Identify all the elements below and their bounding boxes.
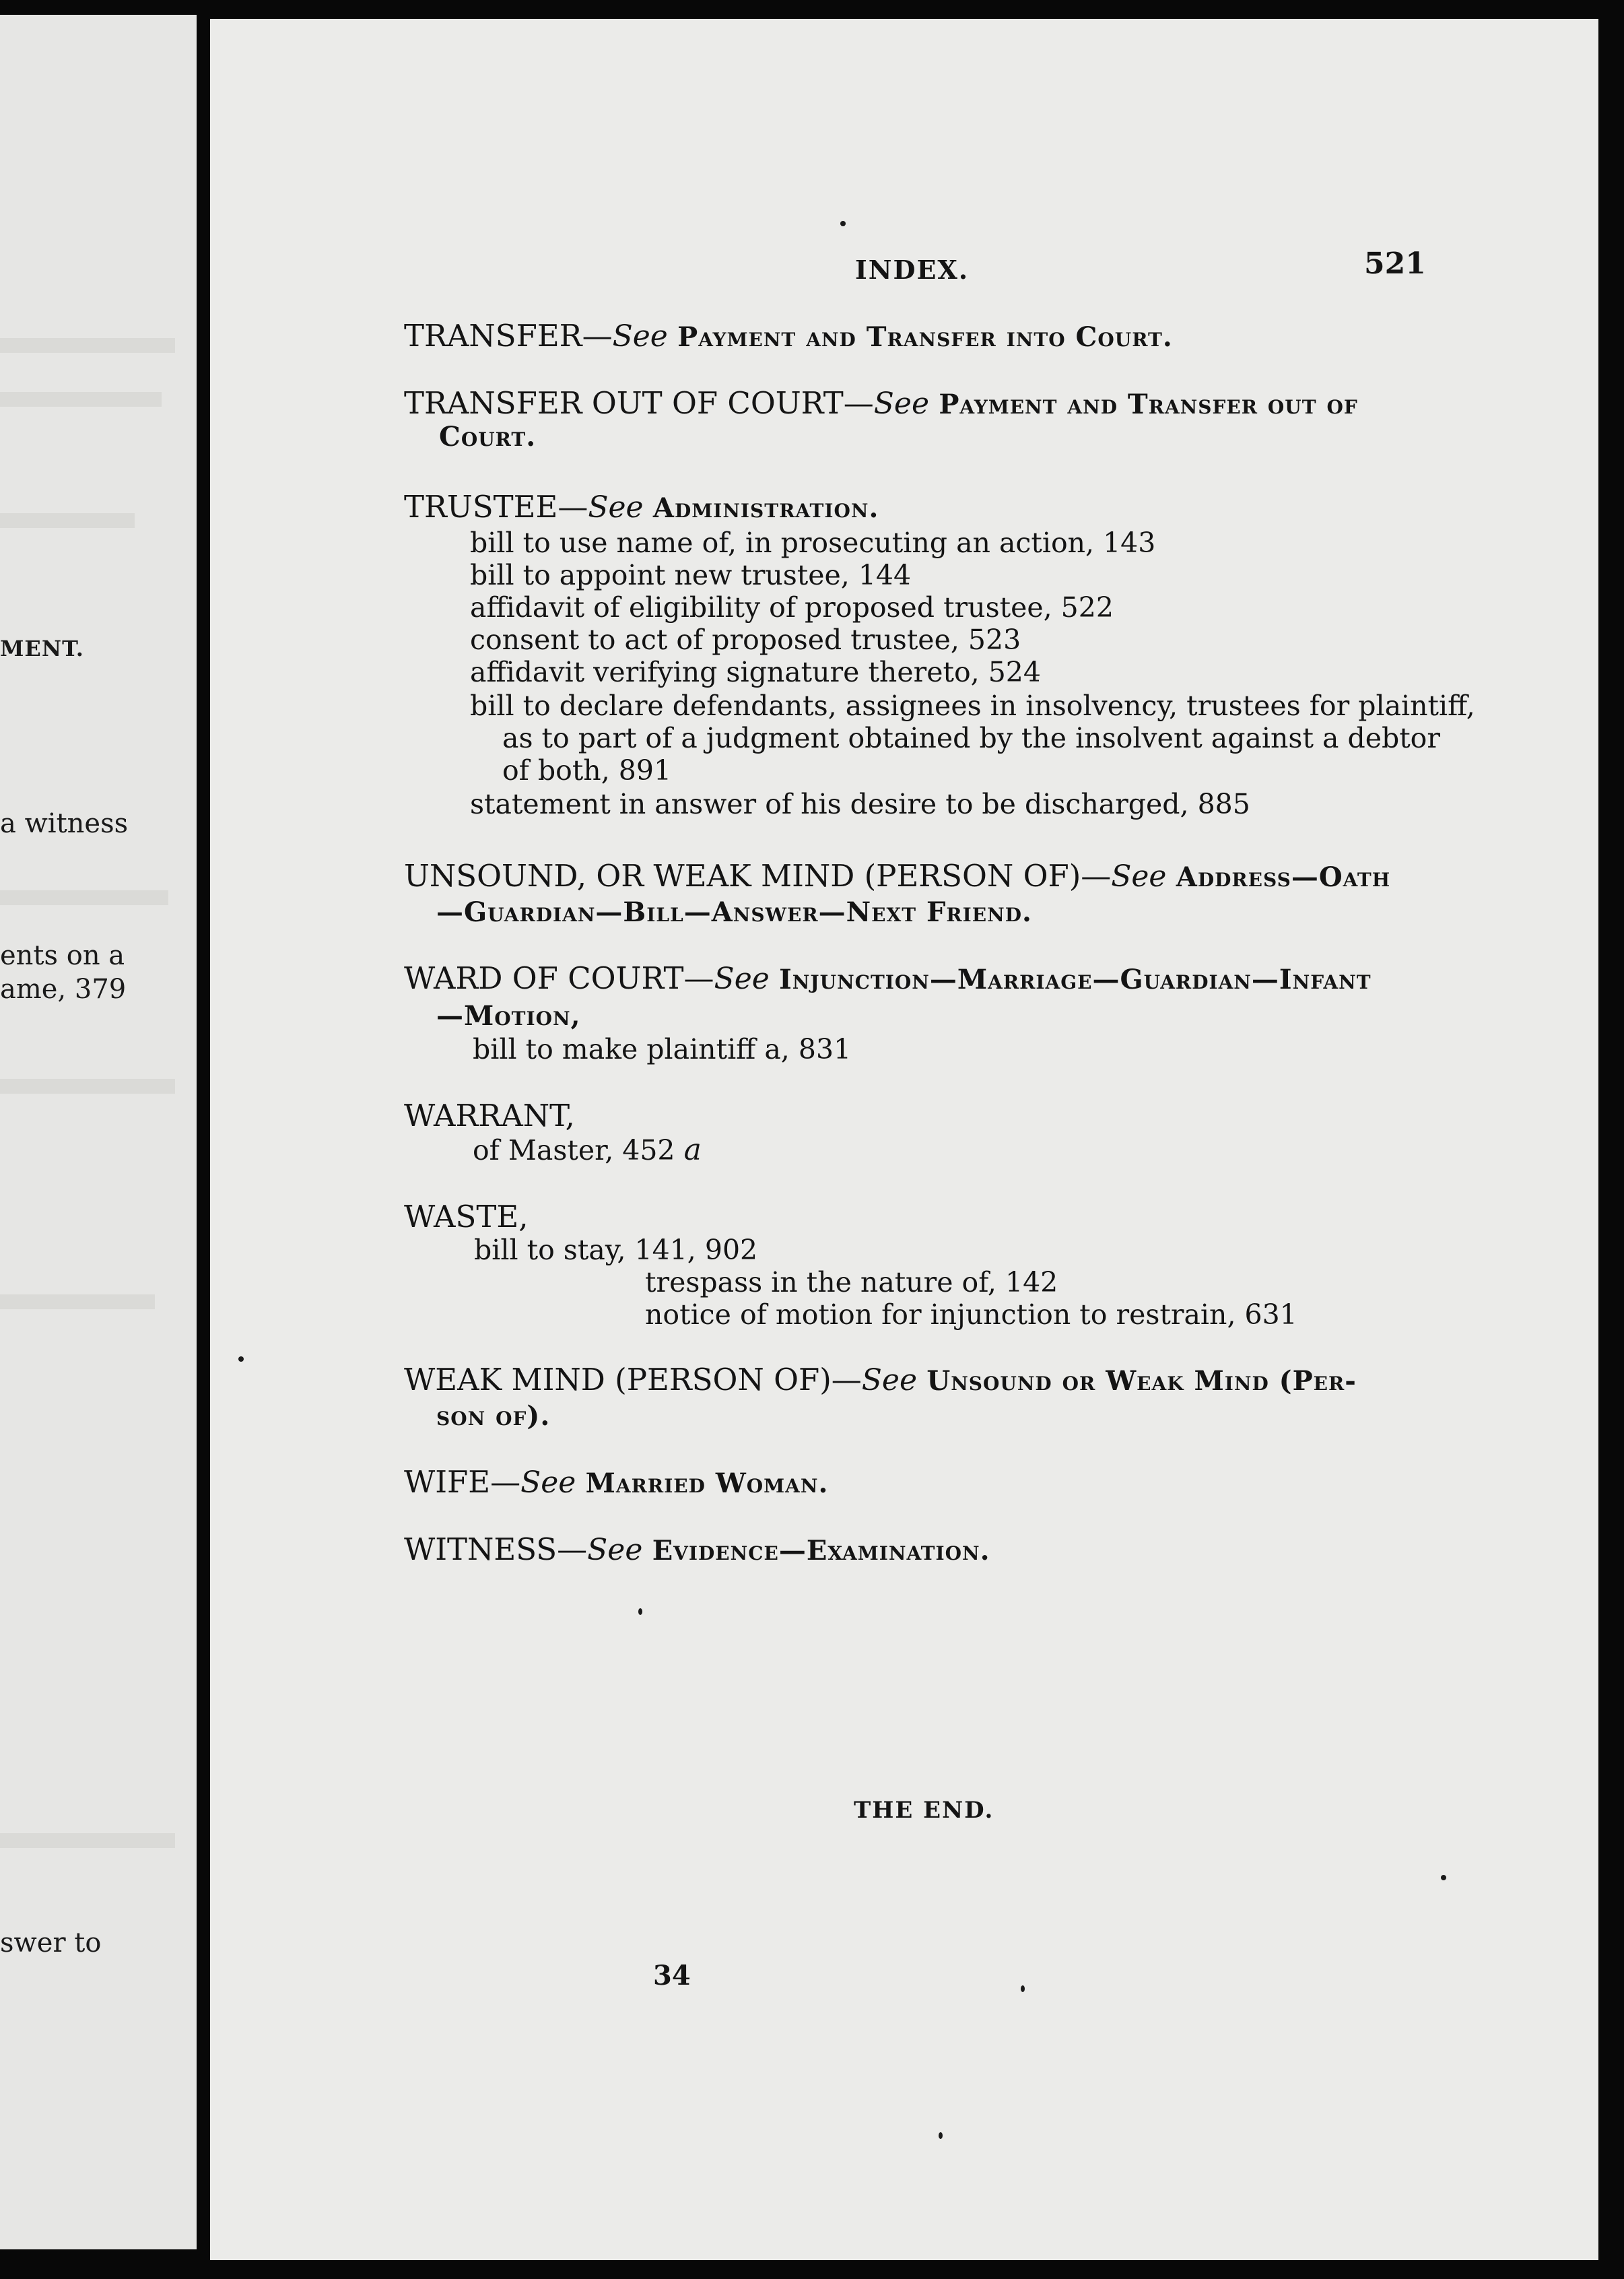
ink-speck: [1021, 1985, 1025, 1992]
cross-reference-continued: Court.: [439, 421, 537, 453]
subentry: bill to appoint new trustee, 144: [470, 559, 912, 591]
entry-title: WARRANT,: [404, 1098, 575, 1133]
facing-fragment-1: MENT.: [0, 636, 84, 661]
see-label: See: [588, 490, 644, 525]
entry-weak-mind: [404, 1363, 1357, 1398]
the-end: THE END.: [854, 1797, 994, 1824]
entry-transfer: [404, 319, 1173, 354]
facing-fragment-3: ents on a: [0, 940, 125, 971]
facing-fragment-2: a witness: [0, 808, 129, 839]
cross-reference: Married Woman.: [585, 1467, 829, 1499]
entry-title: TRANSFER: [404, 318, 582, 354]
entry-warrant: [404, 1099, 575, 1133]
ink-speck: [238, 1356, 244, 1362]
entry-transfer-out-of-court: [404, 387, 1358, 422]
entry-title: WITNESS: [404, 1531, 557, 1567]
entry-title: WIFE: [404, 1464, 491, 1500]
cross-reference: Payment and Transfer into Court.: [677, 321, 1173, 353]
page-number: 521: [1364, 246, 1426, 281]
entry-trustee: [404, 490, 879, 525]
subentry: bill to stay, 141, 902: [474, 1234, 758, 1266]
subentry-continued: as to part of a judgment obtained by the insolvent against a debtor: [502, 722, 1440, 754]
subentry: [473, 1134, 702, 1166]
subentry: notice of motion for injunction to restrain, 631: [645, 1298, 1297, 1331]
dash: —: [557, 489, 588, 525]
dash: —: [557, 1531, 588, 1567]
subentry: trespass in the nature of, 142: [645, 1266, 1058, 1298]
subentry: consent to act of proposed trustee, 523: [470, 624, 1021, 656]
entry-unsound: [404, 859, 1390, 894]
see-label: See: [612, 319, 668, 354]
subentry: affidavit verifying signature thereto, 524: [470, 656, 1041, 688]
see-label: See: [520, 1465, 576, 1500]
entry-title: WARD OF COURT: [404, 960, 684, 996]
ink-speck: [840, 221, 846, 226]
entry-witness: [404, 1533, 990, 1568]
cross-reference-continued: —Motion,: [436, 1000, 581, 1032]
dash: —: [843, 385, 874, 421]
entry-title: TRANSFER OUT OF COURT: [404, 385, 844, 421]
subentry: bill to use name of, in prosecuting an action, 143: [470, 527, 1156, 559]
subentry-text: of Master, 452: [473, 1134, 675, 1166]
cross-reference: Address—Oath: [1176, 861, 1391, 893]
facing-fragment-4: ame, 379: [0, 974, 127, 1005]
see-label: See: [861, 1363, 918, 1397]
ink-speck: [939, 2132, 943, 2139]
cross-reference: Unsound or Weak Mind (Per-: [926, 1365, 1357, 1397]
running-title: INDEX.: [855, 255, 970, 285]
dash: —: [831, 1362, 862, 1397]
see-label: See: [1111, 859, 1167, 894]
ink-speck: [1441, 1875, 1446, 1880]
cross-reference-continued: son of).: [436, 1400, 551, 1432]
dash: —: [490, 1464, 521, 1500]
subentry-continued: of both, 891: [502, 754, 672, 787]
ink-speck: [638, 1608, 642, 1615]
entry-title: WASTE,: [404, 1199, 529, 1234]
subentry: affidavit of eligibility of proposed trustee, 522: [470, 591, 1114, 624]
dash: —: [683, 960, 714, 996]
subentry: bill to declare defendants, assignees in insolvency, trustees for plaintiff,: [470, 690, 1475, 722]
entry-ward-of-court: [404, 962, 1372, 997]
cross-reference-continued: —Guardian—Bill—Answer—Next Friend.: [436, 896, 1032, 928]
cross-reference: Evidence—Examination.: [652, 1535, 990, 1566]
dash: —: [1081, 858, 1112, 894]
entry-title: TRUSTEE: [404, 489, 558, 525]
subentry: bill to make plaintiff a, 831: [473, 1033, 852, 1065]
signature-mark: 34: [653, 1960, 691, 1991]
facing-page-fragment: [0, 15, 197, 2249]
see-label: See: [587, 1533, 643, 1567]
see-label: See: [873, 387, 929, 421]
entry-waste: [404, 1200, 529, 1234]
entry-title: WEAK MIND (PERSON OF): [404, 1362, 832, 1397]
cross-reference: Payment and Transfer out of: [939, 389, 1358, 420]
cross-reference: Administration.: [652, 492, 879, 524]
cross-reference: Injunction—Marriage—Guardian—Infant: [779, 964, 1372, 995]
entry-wife: [404, 1465, 828, 1500]
see-label: See: [714, 962, 770, 996]
index-page: [210, 19, 1598, 2260]
subentry: statement in answer of his desire to be discharged, 885: [470, 788, 1250, 820]
dash: —: [582, 318, 613, 354]
facing-fragment-5: swer to: [0, 1927, 102, 1958]
subentry-suffix: a: [683, 1133, 702, 1167]
entry-title: UNSOUND, OR WEAK MIND (PERSON OF): [404, 858, 1081, 894]
